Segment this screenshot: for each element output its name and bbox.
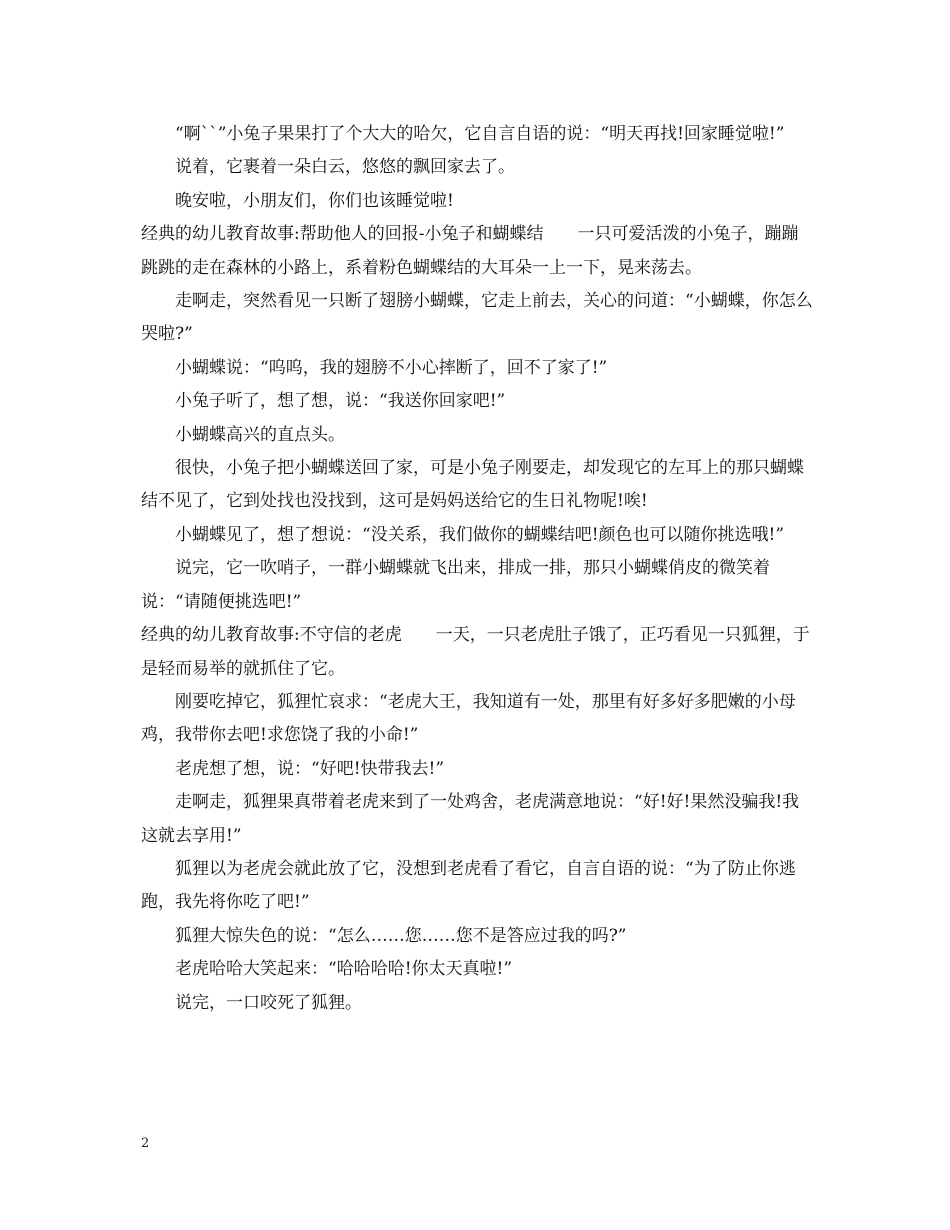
story-title-paragraph: 经典的幼儿教育故事:帮助他人的回报-小兔子和蝴蝶结 一只可爱活泼的小兔子，蹦蹦跳跳的走在森林的小路上，系着粉色蝴蝶结的大耳朵一上一下，晃来荡去。 <box>141 224 799 278</box>
paragraph: 小蝴蝶说：“呜呜，我的翅膀不小心摔断了，回不了家了!” <box>175 357 608 378</box>
paragraph: 说着，它裹着一朵白云，悠悠的飘回家去了。 <box>175 157 515 178</box>
page-number: 2 <box>141 1136 150 1151</box>
paragraph: 狐狸以为老虎会就此放了它，没想到老虎看了看它，自言自语的说：“为了防止你逃跑，我先将你吃了吧!” <box>141 858 796 913</box>
paragraph: 走啊走，突然看见一只断了翅膀小蝴蝶，它走上前去，关心的问道：“小蝴蝶，你怎么哭啦?” <box>141 291 813 345</box>
paragraph: 小蝴蝶见了，想了想说：“没关系，我们做你的蝴蝶结吧!颜色也可以随你挑选哦!” <box>175 524 785 545</box>
paragraph: 小蝴蝶高兴的直点头。 <box>175 424 345 445</box>
paragraph: 老虎想了想，说：“好吧!快带我去!” <box>175 758 445 779</box>
document-body <box>141 118 813 1020</box>
paragraph: 说完，它一吹哨子，一群小蝴蝶就飞出来，排成一排，那只小蝴蝶俏皮的微笑着说：“请随便挑选吧!” <box>141 558 770 612</box>
paragraph: 小兔子听了，想了想，说：“我送你回家吧!” <box>175 391 506 412</box>
paragraph: 晚安啦，小朋友们，你们也该睡觉啦! <box>175 190 454 211</box>
paragraph: “啊``”小兔子果果打了个大大的哈欠，它自言自语的说：“明天再找!回家睡觉啦!” <box>175 124 785 144</box>
paragraph: 说完，一口咬死了狐狸。 <box>175 992 362 1013</box>
story-title-paragraph: 经典的幼儿教育故事:不守信的老虎 一天，一只老虎肚子饿了，正巧看见一只狐狸，于是轻而易举的就抓住了它。 <box>141 625 810 679</box>
paragraph: 狐狸大惊失色的说：“怎么……您……您不是答应过我的吗?” <box>175 925 627 946</box>
paragraph: 刚要吃掉它，狐狸忙哀求：“老虎大王，我知道有一处，那里有好多好多肥嫩的小母鸡，我带你去吧!求您饶了我的小命!” <box>141 691 796 746</box>
paragraph: 很快，小兔子把小蝴蝶送回了家，可是小兔子刚要走，却发现它的左耳上的那只蝴蝶结不见了，它到处找也没找到，这可是妈妈送给它的生日礼物呢!唉! <box>141 458 804 512</box>
paragraph: 走啊走，狐狸果真带着老虎来到了一处鸡舍，老虎满意地说：“好!好!果然没骗我!我这就去享用!” <box>141 792 800 846</box>
paragraph: 老虎哈哈大笑起来：“哈哈哈哈!你太天真啦!” <box>175 959 513 980</box>
